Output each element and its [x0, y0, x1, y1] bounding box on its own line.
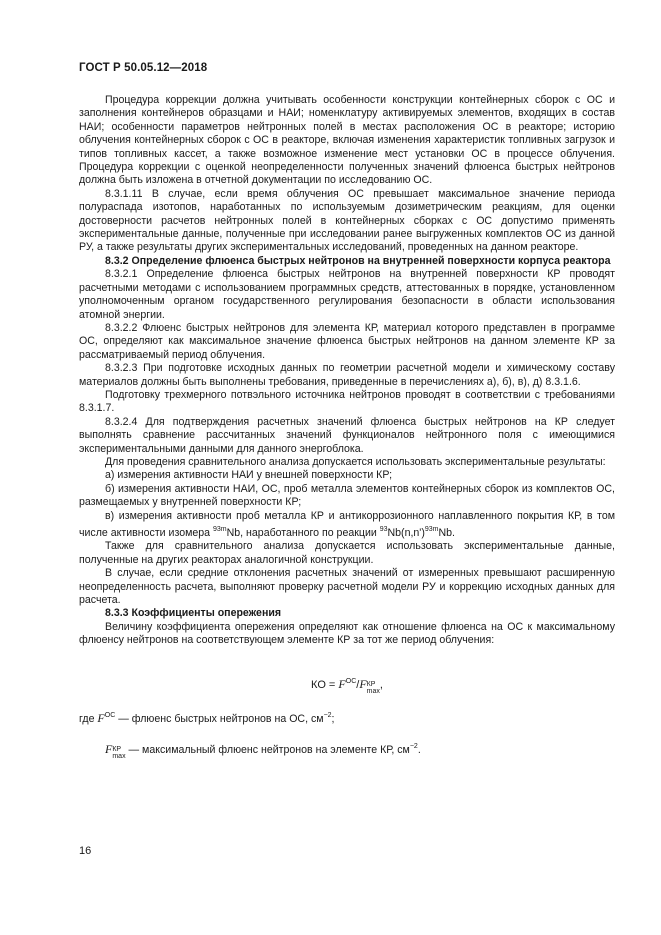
formula-symbol: F: [338, 676, 346, 691]
definition-superscript: КР: [112, 746, 122, 754]
isotope-mass: 93m: [213, 526, 227, 533]
definition-2: [79, 740, 615, 760]
definition-end: .: [417, 744, 421, 757]
document-header: ГОСТ Р 50.05.12—2018: [79, 62, 208, 74]
list-item-text: в) измерения активности проб металла КР и антикоррозионного наплавленного покрытия КР, в том числе активности изомера: [79, 509, 615, 539]
paragraph: 8.3.1.11 В случае, если время облучения ОС превышает максимальное значение периода полураспада изотопов, наработанных по используемым дозиметрическим реакциям, для оценки достоверности расчетов нейтронных полей в контейнерных сборках с ОС допустимо применять экспериментальные данные, полученные при исследовании ранее выгруженных комплектов ОС из данной РУ, а также результаты других экспериментальных исследований, проведенных на данном реакторе.: [79, 187, 615, 254]
paragraph: Величину коэффициента опережения определяют как отношение флюенса на ОС к максимальному флюенсу нейтронов на соответствующем элементе КР за тот же период облучения:: [79, 620, 615, 647]
isotope-mass: 93m: [424, 526, 439, 533]
list-item: [79, 510, 615, 541]
formula-slash: /: [356, 678, 360, 691]
section-heading: 8.3.3 Коэффициенты опережения: [105, 607, 282, 620]
where-label: где: [79, 712, 98, 725]
definition-subscript: max: [112, 753, 126, 761]
paragraph: 8.3.2.4 Для подтверждения расчетных значений флюенса быстрых нейтронов на КР следует выполнять сравнение рассчитанных значений функционалов нейтронного поля с имеющимися экспериментальными данными для данного энергоблока.: [79, 415, 615, 455]
paragraph: 8.3.2.3 При подготовке исходных данных по геометрии расчетной модели и химическому составу материалов должны быть выполнены требования, приведенные в перечислениях а), б), в), д) 8.3.1.6.: [79, 362, 615, 388]
isotope-mass: 93: [379, 526, 388, 533]
formula-superscript: КР: [366, 680, 376, 688]
paragraph: Для проведения сравнительного анализа допускается использовать экспериментальные результаты:: [105, 455, 606, 468]
unit-exponent: −2: [409, 743, 418, 751]
definition-text: — максимальный флюенс нейтронов на элементе КР, см: [125, 744, 410, 757]
section-heading: 8.3.2 Определение флюенса быстрых нейтронов на внутренней поверхности корпуса реактора: [105, 254, 611, 267]
formula-tail: ,: [379, 678, 383, 691]
paragraph: Подготовку трехмерного потвэльного источника нейтронов проводят в соответствии с требованиями 8.3.1.7.: [79, 388, 615, 415]
definition-symbol: F: [105, 742, 113, 757]
formula-symbol: F: [359, 676, 367, 691]
reaction-product: Nb.: [438, 527, 455, 539]
formula-lhs: КО =: [311, 678, 339, 691]
definition-text: — флюенс быстрых нейтронов на ОС, см: [115, 712, 324, 725]
definition-end: ;: [331, 712, 335, 725]
list-item: а) измерения активности НАИ у внешней поверхности КР;: [105, 469, 393, 482]
list-item-text: Nb, наработанного по реакции: [226, 527, 380, 539]
definition-superscript: ОС: [104, 711, 116, 719]
reaction-text: Nb(n,n'): [387, 527, 425, 539]
document-body: [79, 94, 615, 760]
definition-1: [79, 709, 615, 726]
definition-symbol: F: [97, 710, 105, 725]
list-item: б) измерения активности НАИ, ОС, проб металла элементов контейнерных сборок из комплектов ОС, размещаемых у внутренней поверхности КР;: [79, 482, 615, 509]
paragraph: В случае, если средние отклонения расчетных значений от измеренных превышают расширенную неопределенность расчета, выполняют проверку расчетной модели РУ и коррекцию исходных данных для расчета.: [79, 567, 615, 607]
paragraph: Также для сравнительного анализа допускается использовать экспериментальные данные, полученные на других реакторах аналогичной конструкции.: [79, 540, 615, 566]
unit-exponent: −2: [323, 711, 332, 719]
page-number: 16: [79, 845, 92, 857]
formula-superscript: ОС: [345, 677, 357, 685]
formula-subscript: max: [366, 687, 380, 695]
paragraph: 8.3.2.1 Определение флюенса быстрых нейтронов на внутренней поверхности КР проводят расчетными методами с использованием программных средств, аттестованных в порядке, установленном уполномоченным органом государственного регулирования безопасности в области использования атомной энергии.: [79, 268, 615, 321]
paragraph: Процедура коррекции должна учитывать особенности конструкции контейнерных сборок с ОС и заполнения контейнеров образцами и НАИ; номенклатуру активируемых элементов, входящих в состав НАИ; особенности параметров нейтронных полей в местах расположения ОС в реакторе; историю облучения контейнерных сборок с ОС в реакторе, включая изменения характеристик топливных загрузок и типов топливных кассет, а также возможное изменение мест установки ОС в процессе облучения. Процедура коррекции с оценкой неопределенности полученных значений флюенса быстрых нейтронов должна быть изложена в отчетной документации по исследованию ОС.: [79, 94, 615, 187]
formula: [79, 675, 615, 695]
paragraph: 8.3.2.2 Флюенс быстрых нейтронов для элемента КР, материал которого представлен в программе ОС, определяют как максимальное значение флюенса быстрых нейтронов на данном элементе КР за рассматриваемый период облучения.: [79, 321, 615, 361]
